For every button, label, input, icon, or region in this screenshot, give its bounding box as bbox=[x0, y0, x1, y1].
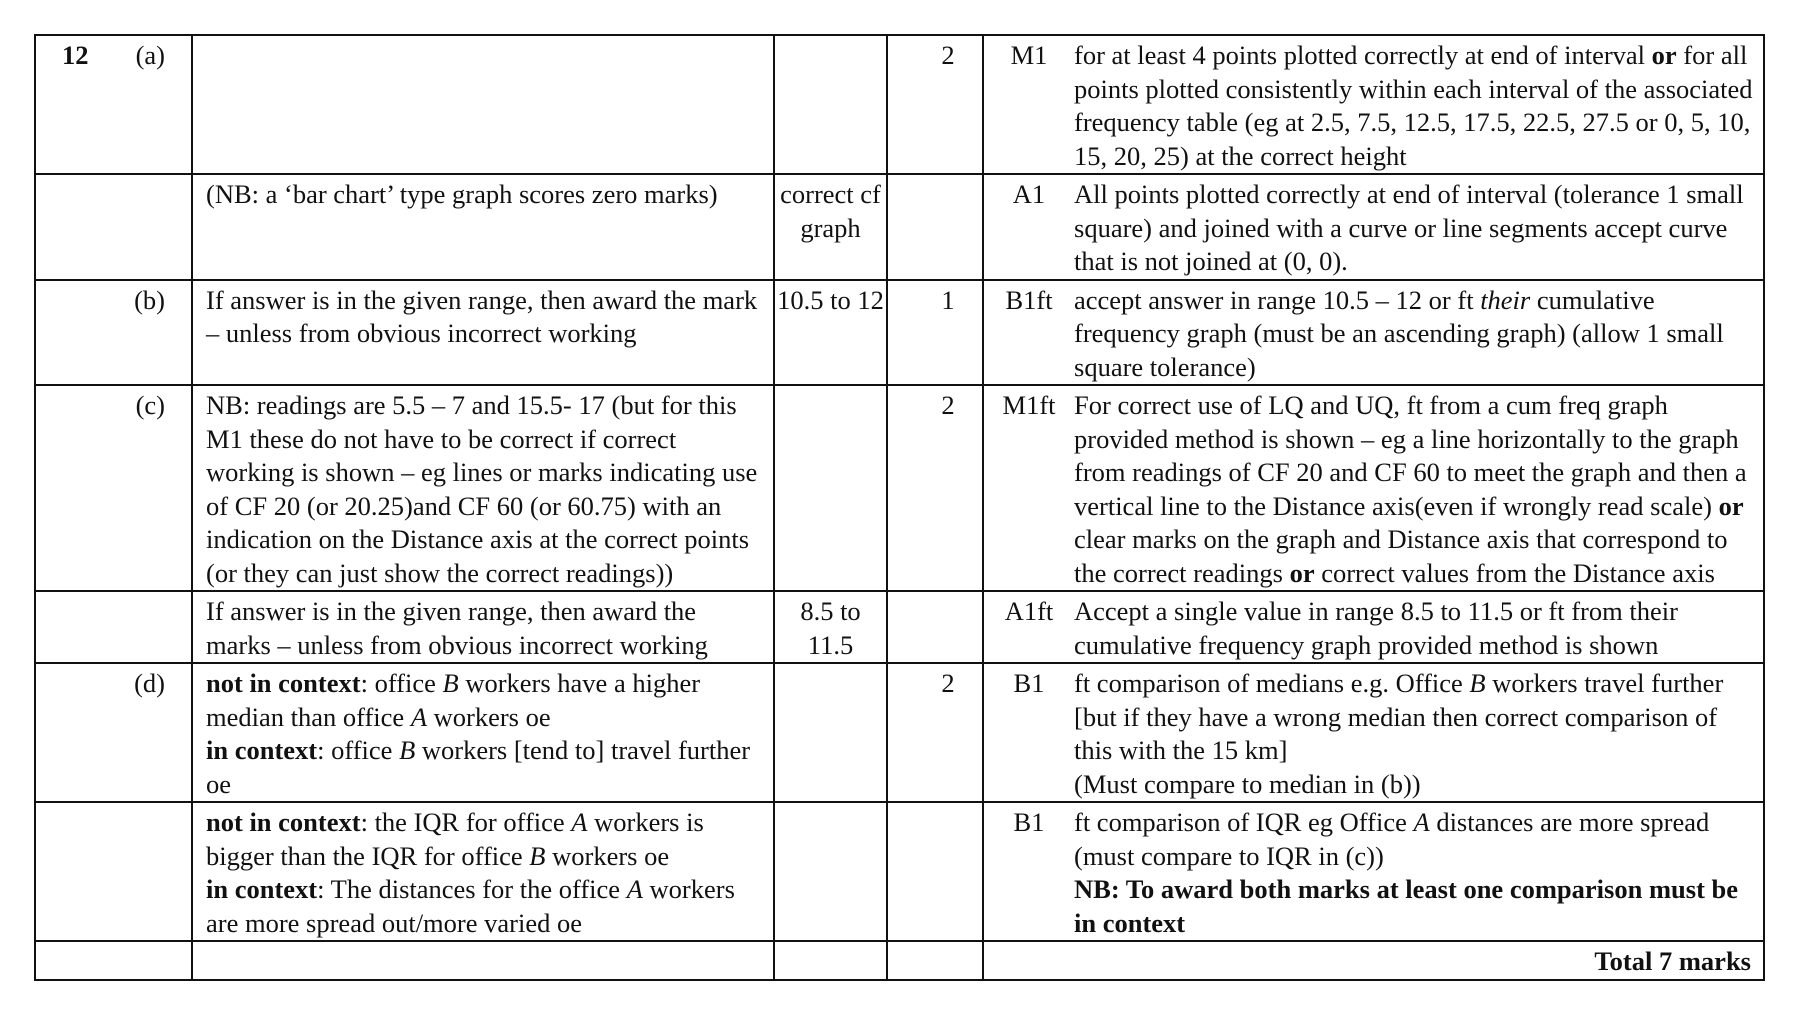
notes-text: If answer is in the given range, then award the mark – unless from obvious incorrect working bbox=[206, 284, 758, 348]
part-label: (d) bbox=[134, 668, 165, 698]
text-segment: distances are more spread (must compare to IQR in (c)) bbox=[1074, 807, 1710, 871]
mark-cell bbox=[887, 174, 983, 280]
text-segment: clear marks on the graph and Distance axis that correspond to the correct readings bbox=[1074, 524, 1728, 588]
text-segment: cumulative frequency graph (must be an ascending graph) (allow 1 small square tolerance) bbox=[1074, 284, 1724, 382]
guidance-text bbox=[1074, 595, 1756, 662]
guidance-text bbox=[1074, 284, 1756, 385]
text-segment: correct values from the Distance axis bbox=[1314, 557, 1715, 588]
notes-cell bbox=[192, 174, 774, 280]
mark-code: M1ft bbox=[1002, 390, 1056, 420]
table-row bbox=[35, 35, 1764, 174]
mark-cell bbox=[887, 385, 983, 591]
mark-value: 2 bbox=[941, 668, 955, 698]
notes-cell bbox=[192, 385, 774, 591]
part-label: (a) bbox=[135, 40, 165, 70]
mark-cell bbox=[887, 591, 983, 663]
mark-code: B1 bbox=[1013, 668, 1045, 698]
question-part-cell bbox=[35, 591, 192, 663]
text-segment: : The distances for the office bbox=[317, 874, 627, 904]
text-segment: workers travel further [but if they have a wrong median then correct comparison of this with the 15 km] bbox=[1074, 668, 1724, 765]
mark-code: B1ft bbox=[1005, 284, 1053, 315]
total-row bbox=[35, 941, 1764, 980]
text-segment: For correct use of LQ and UQ, ft from a cum freq graph provided method is shown – eg a line horizontally to the graph from readings of CF 20 and CF 60 to meet the graph and then a vertical line to the Distance axis(even if wrongly read scale) bbox=[1074, 390, 1747, 521]
question-part-cell bbox=[35, 280, 192, 386]
text-segment: their bbox=[1480, 284, 1531, 315]
guidance-text bbox=[1074, 39, 1756, 173]
answer-text: 8.5 to 11.5 bbox=[800, 596, 861, 660]
empty-cell bbox=[192, 941, 774, 980]
guidance-cell bbox=[983, 802, 1764, 941]
text-segment: in context bbox=[206, 735, 318, 765]
text-segment: or bbox=[1718, 490, 1744, 521]
part-label: (c) bbox=[135, 390, 165, 420]
mark-value: 2 bbox=[941, 40, 955, 70]
answer-cell bbox=[774, 663, 887, 802]
text-segment: workers are more spread out/more varied oe bbox=[206, 874, 735, 938]
question-part-cell bbox=[35, 174, 192, 280]
empty-cell bbox=[35, 941, 192, 980]
answer-cell bbox=[774, 591, 887, 663]
notes-text: NB: readings are 5.5 – 7 and 15.5- 17 (but for this M1 these do not have to be correct if correct working is shown – eg lines or marks indicating use of CF 20 (or 20.25)and CF 60 (or 60.75) with an indication on the Distance axis at the correct points (or they can just show the correct readings)) bbox=[206, 390, 758, 588]
guidance-text bbox=[1074, 389, 1756, 590]
table-row bbox=[35, 591, 1764, 663]
question-part-cell bbox=[35, 802, 192, 941]
table-row bbox=[35, 280, 1764, 386]
answer-cell bbox=[774, 802, 887, 941]
notes-text: If answer is in the given range, then award the marks – unless from obvious incorrect working bbox=[206, 596, 708, 660]
text-segment: workers oe bbox=[427, 701, 551, 732]
text-segment: for at least 4 points plotted correctly at end of interval bbox=[1074, 40, 1652, 70]
text-segment: B bbox=[529, 840, 546, 871]
text-segment: B bbox=[399, 735, 416, 765]
question-part-cell bbox=[35, 35, 192, 174]
mark-cell bbox=[887, 280, 983, 386]
mark-code: M1 bbox=[1010, 40, 1048, 70]
answer-cell bbox=[774, 280, 887, 386]
text-segment: workers [tend to] travel further oe bbox=[206, 735, 751, 799]
table-row bbox=[35, 385, 1764, 591]
text-segment: workers is bigger than the IQR for office bbox=[206, 807, 704, 871]
table-row bbox=[35, 663, 1764, 802]
text-segment: or bbox=[1289, 557, 1315, 588]
text-segment: A bbox=[410, 701, 427, 732]
mark-code: A1ft bbox=[1004, 596, 1054, 626]
mark-cell bbox=[887, 802, 983, 941]
mark-scheme-table bbox=[34, 34, 1765, 981]
question-part-cell bbox=[35, 663, 192, 802]
mark-value: 1 bbox=[941, 284, 955, 315]
text-segment: or bbox=[1651, 40, 1677, 70]
empty-cell bbox=[774, 941, 887, 980]
empty-cell bbox=[887, 941, 983, 980]
text-segment: workers oe bbox=[545, 840, 670, 871]
text-segment: ft comparison of IQR eg Office bbox=[1074, 807, 1414, 837]
text-segment: : office bbox=[360, 668, 443, 698]
text-segment: Accept a single value in range 8.5 to 11.5 or ft from their cumulative frequency graph provided method is shown bbox=[1074, 596, 1678, 660]
text-segment: not in context bbox=[206, 668, 361, 698]
total-marks: Total 7 marks bbox=[1594, 946, 1751, 976]
notes-cell bbox=[192, 802, 774, 941]
mark-value: 2 bbox=[941, 390, 955, 420]
text-segment: A bbox=[571, 807, 588, 837]
text-segment: for all points plotted consistently within each interval of the associated frequency table (eg at 2.5, 7.5, 12.5, 17.5, 22.5, 27.5 or 0, 5, 10, 15, 20, 25) at the correct height bbox=[1074, 40, 1753, 171]
notes-cell bbox=[192, 35, 774, 174]
notes-text: (NB: a ‘bar chart’ type graph scores zero marks) bbox=[206, 179, 718, 209]
guidance-text bbox=[1074, 178, 1756, 279]
text-segment: A bbox=[626, 874, 643, 904]
answer-text: 10.5 to 12 bbox=[777, 284, 884, 315]
guidance-text bbox=[1074, 806, 1756, 940]
table-row bbox=[35, 174, 1764, 280]
text-segment: NB: To award both marks at least one comparison must be in context bbox=[1074, 874, 1739, 938]
text-segment: not in context bbox=[206, 807, 361, 837]
guidance-text bbox=[1074, 667, 1756, 801]
text-segment: B bbox=[1469, 668, 1486, 698]
text-segment: : the IQR for office bbox=[360, 807, 572, 837]
text-segment: in context bbox=[206, 874, 318, 904]
mark-cell bbox=[887, 663, 983, 802]
part-label: (b) bbox=[134, 284, 165, 315]
answer-cell bbox=[774, 35, 887, 174]
text-segment: : office bbox=[317, 735, 400, 765]
guidance-cell bbox=[983, 280, 1764, 386]
answer-text: correct cf graph bbox=[780, 179, 881, 243]
guidance-cell bbox=[983, 174, 1764, 280]
notes-cell bbox=[192, 663, 774, 802]
guidance-cell bbox=[983, 663, 1764, 802]
guidance-cell bbox=[983, 385, 1764, 591]
text-segment: workers have a higher median than office bbox=[206, 668, 701, 732]
mark-code: A1 bbox=[1012, 179, 1046, 209]
notes-cell bbox=[192, 591, 774, 663]
text-segment: ft comparison of medians e.g. Office bbox=[1074, 668, 1470, 698]
mark-code: B1 bbox=[1013, 807, 1045, 837]
text-segment: A bbox=[1413, 807, 1430, 837]
mark-cell bbox=[887, 35, 983, 174]
text-segment: All points plotted correctly at end of interval (tolerance 1 small square) and joined with a curve or line segments accept curve that is not joined at (0, 0). bbox=[1074, 179, 1744, 276]
answer-cell bbox=[774, 174, 887, 280]
question-number: 12 bbox=[62, 40, 89, 70]
guidance-cell bbox=[983, 591, 1764, 663]
notes-cell bbox=[192, 280, 774, 386]
guidance-cell bbox=[983, 35, 1764, 174]
text-segment: accept answer in range 10.5 – 12 or ft bbox=[1074, 284, 1481, 315]
answer-cell bbox=[774, 385, 887, 591]
mark-scheme-body bbox=[35, 35, 1764, 980]
table-row bbox=[35, 802, 1764, 941]
question-part-cell bbox=[35, 385, 192, 591]
text-segment: (Must compare to median in (b)) bbox=[1074, 768, 1421, 799]
total-marks-cell bbox=[983, 941, 1764, 980]
text-segment: B bbox=[442, 668, 459, 698]
